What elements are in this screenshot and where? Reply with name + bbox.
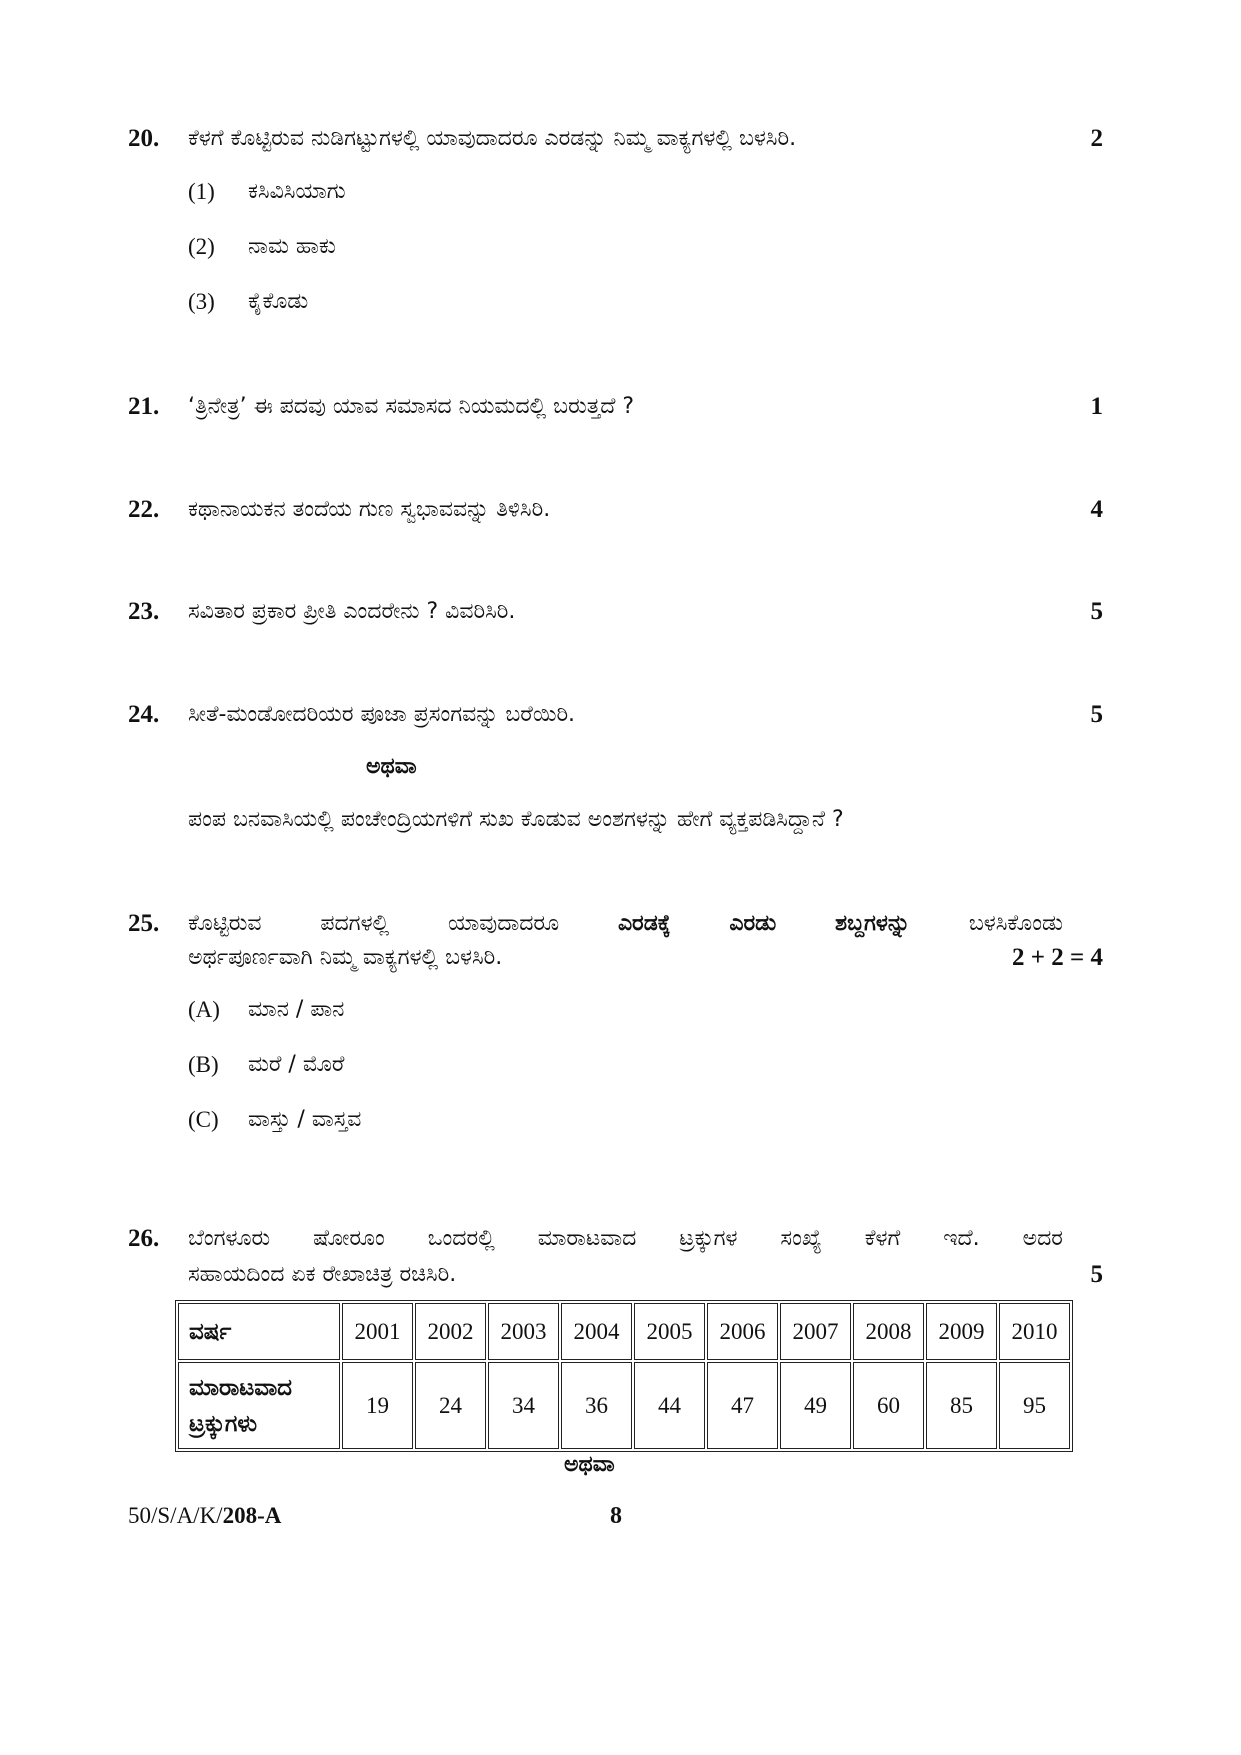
question-24 bbox=[128, 698, 1103, 837]
option-b bbox=[128, 1048, 1103, 1082]
word: ಎರಡಕ್ಕೆ bbox=[617, 911, 671, 936]
marks: 2 bbox=[1090, 125, 1103, 152]
option-label: (1) bbox=[188, 179, 215, 204]
option-a bbox=[128, 993, 1103, 1027]
table-cell: 2002 bbox=[415, 1303, 486, 1360]
word: ಮಾರಾಟವಾದ bbox=[537, 1226, 637, 1251]
question-20 bbox=[128, 122, 1103, 319]
or-line bbox=[128, 750, 1103, 784]
option-label: (C) bbox=[188, 1107, 219, 1132]
question-number: 25. bbox=[128, 910, 160, 937]
option-text: ಮಾನ / ಪಾನ bbox=[248, 997, 345, 1022]
word: ಅದರ bbox=[1022, 1226, 1063, 1251]
table-header-year: ವರ್ಷ bbox=[178, 1303, 340, 1360]
option-text: ನಾಮ ಹಾಕು bbox=[248, 234, 336, 259]
question-22 bbox=[128, 493, 1103, 527]
table-cell: 49 bbox=[780, 1362, 851, 1449]
table-cell: 2006 bbox=[707, 1303, 778, 1360]
option-text: ಮರೆ / ಮೊರೆ bbox=[248, 1052, 345, 1077]
table-cell: 2001 bbox=[342, 1303, 413, 1360]
question-number: 22. bbox=[128, 496, 160, 523]
question-number: 23. bbox=[128, 598, 160, 625]
table-cell: 2009 bbox=[926, 1303, 997, 1360]
table-cell: 2004 bbox=[561, 1303, 632, 1360]
table-row-years bbox=[178, 1303, 1070, 1360]
table-cell: 95 bbox=[999, 1362, 1070, 1449]
word: ಸಂಖ್ಯೆ bbox=[780, 1226, 822, 1251]
word: ಕೊಟ್ಟಿರುವ bbox=[188, 911, 262, 936]
word: ಇದೆ. bbox=[943, 1226, 980, 1251]
option-3 bbox=[128, 285, 1103, 319]
option-text: ವಾಸ್ತು / ವಾಸ್ತವ bbox=[248, 1107, 362, 1132]
question-text-line-1 bbox=[188, 907, 1063, 941]
marks: 4 bbox=[1090, 496, 1103, 523]
page-number: 8 bbox=[610, 1503, 622, 1529]
question-number: 21. bbox=[128, 393, 160, 420]
table-cell: 34 bbox=[488, 1362, 559, 1449]
option-label: (A) bbox=[188, 997, 220, 1022]
marks: 2 + 2 = 4 bbox=[1012, 944, 1103, 971]
table-row-sales bbox=[178, 1362, 1070, 1449]
paper-code-prefix: 50/S/A/K/ bbox=[128, 1503, 223, 1528]
question-text: ಸವಿತಾರ ಪ್ರಕಾರ ಪ್ರೀತಿ ಎಂದರೇನು ? ವಿವರಿಸಿರಿ. bbox=[188, 599, 516, 624]
table-cell: 47 bbox=[707, 1362, 778, 1449]
word: ಪದಗಳಲ್ಲಿ bbox=[320, 911, 390, 936]
word: ಯಾವುದಾದರೂ bbox=[447, 911, 560, 936]
word: ಟ್ರಕ್ಕುಗಳ bbox=[679, 1226, 738, 1251]
paper-code bbox=[128, 1503, 281, 1529]
question-number: 20. bbox=[128, 125, 160, 152]
alternative-text: ಪಂಪ ಬನವಾಸಿಯಲ್ಲಿ ಪಂಚೇಂದ್ರಿಯಗಳಿಗೆ ಸುಖ ಕೊಡುವ ಅಂಶಗಳನ್ನು ಹೇಗೆ ವ್ಯಕ್ತಪಡಿಸಿದ್ದಾನೆ ? bbox=[188, 807, 844, 832]
word: ಬಳಸಿಕೊಂಡು bbox=[968, 911, 1063, 936]
word: ಬೆಂಗಳೂರು bbox=[188, 1226, 271, 1251]
question-text: ‘ತ್ರಿನೇತ್ರ’ ಈ ಪದವು ಯಾವ ಸಮಾಸದ ನಿಯಮದಲ್ಲಿ ಬರುತ್ತದೆ ? bbox=[188, 394, 634, 419]
question-23 bbox=[128, 595, 1103, 629]
option-c bbox=[128, 1103, 1103, 1137]
table-cell: 44 bbox=[634, 1362, 705, 1449]
table-cell: 36 bbox=[561, 1362, 632, 1449]
table-cell: 2005 bbox=[634, 1303, 705, 1360]
question-21 bbox=[128, 390, 1103, 424]
table-cell: 2007 bbox=[780, 1303, 851, 1360]
question-text: ಕೆಳಗೆ ಕೊಟ್ಟಿರುವ ನುಡಿಗಟ್ಟುಗಳಲ್ಲಿ ಯಾವುದಾದರೂ ಎರಡನ್ನು ನಿಮ್ಮ ವಾಕ್ಯಗಳಲ್ಲಿ ಬಳಸಿರಿ. bbox=[188, 126, 797, 151]
table-cell: 2010 bbox=[999, 1303, 1070, 1360]
marks: 5 bbox=[1090, 1261, 1103, 1288]
or-label: ಅಥವಾ bbox=[564, 1452, 615, 1477]
option-text: ಕಸಿವಿಸಿಯಾಗು bbox=[248, 179, 346, 204]
table-cell: 19 bbox=[342, 1362, 413, 1449]
table-header-trucks-sold bbox=[178, 1362, 340, 1449]
question-25 bbox=[128, 907, 1103, 1137]
truck-sales-table bbox=[175, 1300, 1073, 1452]
table-cell: 60 bbox=[853, 1362, 924, 1449]
marks: 5 bbox=[1090, 701, 1103, 728]
marks: 1 bbox=[1090, 393, 1103, 420]
marks: 5 bbox=[1090, 598, 1103, 625]
option-label: (2) bbox=[188, 234, 215, 259]
table-cell: 85 bbox=[926, 1362, 997, 1449]
question-text-line-2: ಸಹಾಯದಿಂದ ಏಕ ರೇಖಾಚಿತ್ರ ರಚಿಸಿರಿ. bbox=[188, 1262, 457, 1287]
alternative-question bbox=[128, 803, 1103, 837]
word: ಎರಡು bbox=[729, 911, 777, 936]
word: ಒಂದರಲ್ಲಿ bbox=[427, 1226, 495, 1251]
question-number: 24. bbox=[128, 701, 160, 728]
header-line: ಮಾರಾಟವಾದ bbox=[189, 1374, 293, 1400]
question-text: ಕಥಾನಾಯಕನ ತಂದೆಯ ಗುಣ ಸ್ವಭಾವವನ್ನು ತಿಳಿಸಿರಿ. bbox=[188, 497, 551, 522]
table-cell: 2008 bbox=[853, 1303, 924, 1360]
question-text-line-2: ಅರ್ಥಪೂರ್ಣವಾಗಿ ನಿಮ್ಮ ವಾಕ್ಯಗಳಲ್ಲಿ ಬಳಸಿರಿ. bbox=[188, 945, 503, 970]
option-1 bbox=[128, 175, 1103, 209]
option-text: ಕೈಕೊಡು bbox=[248, 289, 309, 314]
header-line: ಟ್ರಕ್ಕುಗಳು bbox=[189, 1410, 258, 1436]
question-26 bbox=[128, 1222, 1103, 1292]
option-label: (3) bbox=[188, 289, 215, 314]
word: ಕೆಳಗೆ bbox=[864, 1226, 901, 1251]
word: ಶಬ್ದಗಳನ್ನು bbox=[835, 911, 911, 936]
option-2 bbox=[128, 230, 1103, 264]
paper-code-suffix: 208-A bbox=[222, 1503, 282, 1528]
question-number: 26. bbox=[128, 1225, 160, 1252]
question-text: ಸೀತೆ-ಮಂಡೋದರಿಯರ ಪೂಜಾ ಪ್ರಸಂಗವನ್ನು ಬರೆಯಿರಿ. bbox=[188, 702, 576, 727]
or-label: ಅಥವಾ bbox=[366, 754, 417, 779]
question-text-line-1 bbox=[188, 1222, 1063, 1256]
table-cell: 2003 bbox=[488, 1303, 559, 1360]
word: ಷೋರೂಂ bbox=[313, 1226, 385, 1251]
option-label: (B) bbox=[188, 1052, 219, 1077]
table-cell: 24 bbox=[415, 1362, 486, 1449]
